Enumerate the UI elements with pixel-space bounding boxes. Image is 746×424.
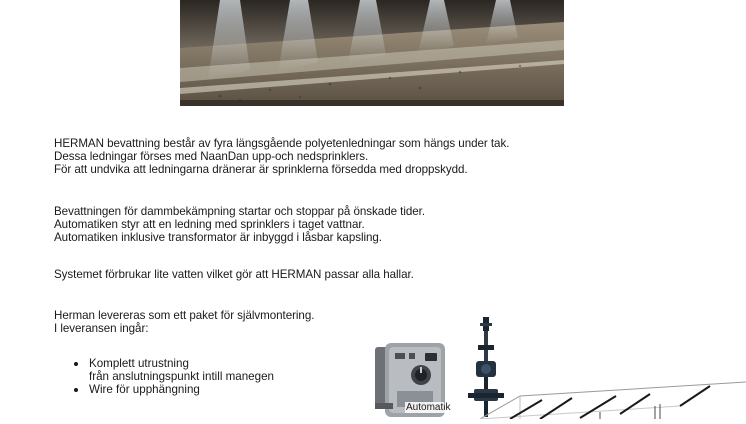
paragraph-water-usage [54, 268, 414, 281]
list-item-text: från anslutningspunkt intill manegen [89, 370, 274, 383]
delivery-list [72, 357, 274, 396]
bullet-icon [74, 362, 78, 366]
text-line: Automatiken styr att en ledning med sprinklers i taget vattnar. [54, 218, 365, 231]
paragraph-delivery-intro [54, 309, 314, 335]
list-item-text: Komplett utrustning [89, 357, 189, 370]
text-line: Herman levereras som ett paket för självmontering. [54, 309, 315, 322]
text-line: HERMAN bevattning består av fyra längsgående polyetenledningar som hängs under tak. [54, 137, 510, 150]
bullet-icon [74, 388, 78, 392]
list-item-text: Wire för upphängning [89, 383, 200, 396]
text-line: Bevattningen för dammbekämpning startar och stoppar på önskade tider. [54, 205, 425, 218]
text-line: För att undvika att ledningarna dränerar är sprinklerna försedda med droppskydd. [54, 163, 468, 176]
paragraph-system-description [54, 137, 509, 176]
hero-image [180, 0, 564, 106]
automatik-label: Automatik [406, 402, 451, 413]
text-line: Systemet förbrukar lite vatten vilket gör att HERMAN passar alla hallar. [54, 268, 414, 281]
text-line: Automatiken inklusive transformator är inbyggd i låsbar kapsling. [54, 231, 382, 244]
paragraph-automation [54, 205, 425, 244]
list-item [72, 357, 274, 383]
text-line: I leveransen ingår: [54, 322, 149, 335]
roof-diagram-image [480, 378, 746, 419]
list-item [72, 383, 274, 396]
text-line: Dessa ledningar förses med NaanDan upp-och nedsprinklers. [54, 150, 369, 163]
